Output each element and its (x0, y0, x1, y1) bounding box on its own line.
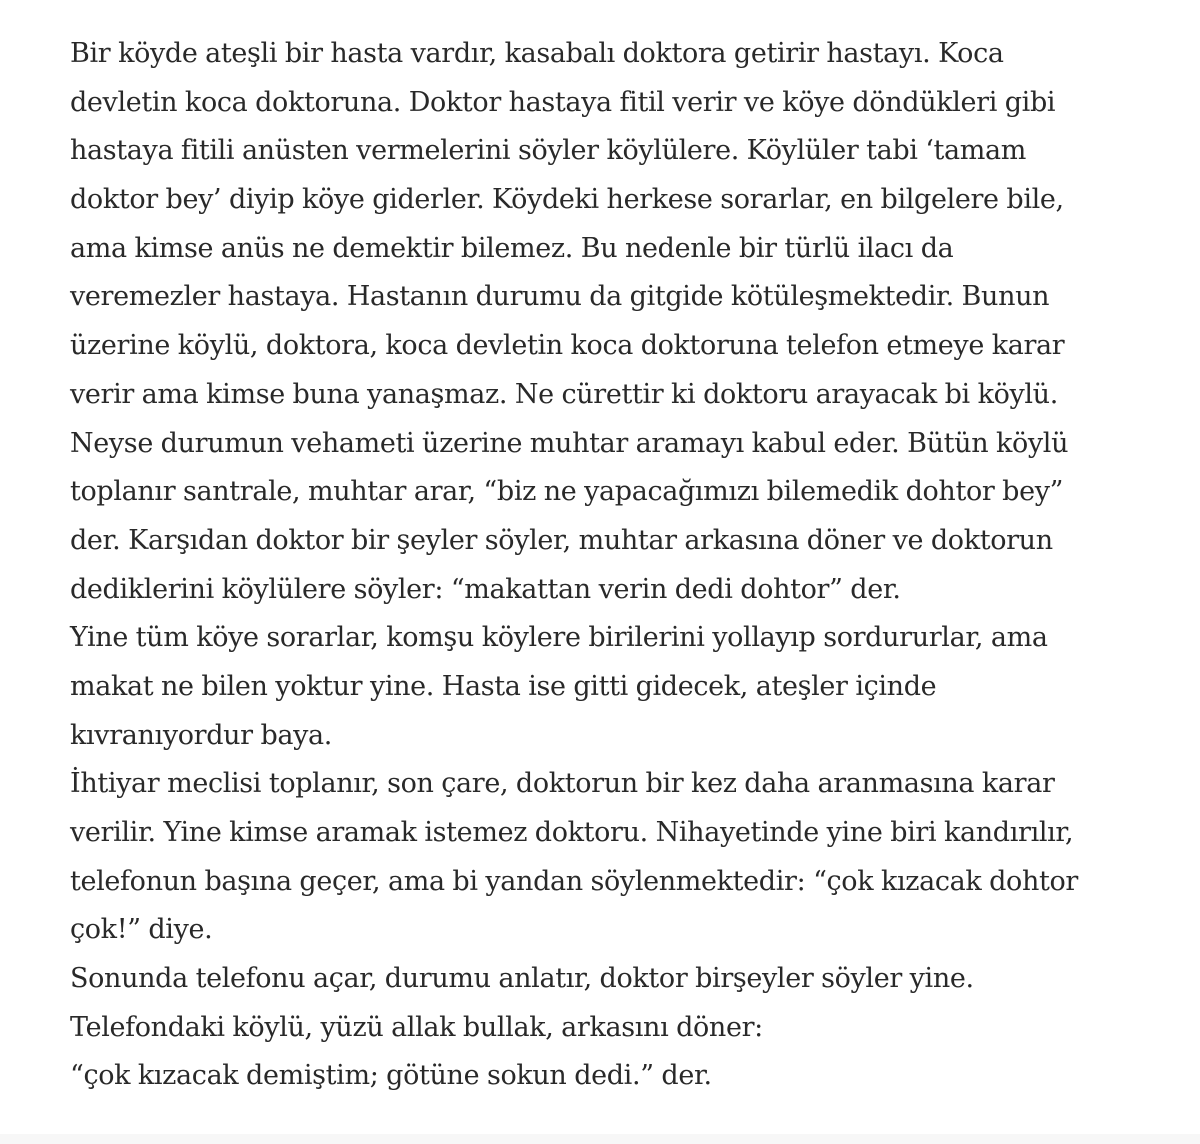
text-line: kıvranıyordur baya. (70, 719, 333, 751)
text-line: üzerine köylü, doktora, koca devletin koca doktoruna telefon etmeye karar (70, 330, 1065, 362)
text-line: makat ne bilen yoktur yine. Hasta ise gitti gidecek, ateşler içinde (70, 670, 937, 702)
text-line: Telefondaki köylü, yüzü allak bullak, arkasını döner: (70, 1011, 763, 1043)
bottom-edge (0, 1134, 1200, 1144)
text-line: dediklerini köylülere söyler: “makattan verin dedi dohtor” der. (70, 573, 901, 605)
text-line: veremezler hastaya. Hastanın durumu da gitgide kötüleşmektedir. Bunun (70, 281, 1050, 313)
article-body (70, 30, 1150, 1101)
text-line: Sonunda telefonu açar, durumu anlatır, doktor birşeyler söyler yine. (70, 963, 974, 995)
text-line: ama kimse anüs ne demektir bilemez. Bu nedenle bir türlü ilacı da (70, 232, 954, 264)
text-line: çok!” diye. (70, 914, 213, 946)
text-line: doktor bey’ diyip köye giderler. Köydeki herkese sorarlar, en bilgelere bile, (70, 184, 1064, 216)
text-line: verilir. Yine kimse aramak istemez doktoru. Nihayetinde yine biri kandırılır, (70, 817, 1074, 848)
text-line: verir ama kimse buna yanaşmaz. Ne cürettir ki doktoru arayacak bi köylü. (70, 378, 1058, 410)
text-line: toplanır santrale, muhtar arar, “biz ne yapacağımızı bilemedik dohtor bey” (70, 476, 1064, 508)
text-line: devletin koca doktoruna. Doktor hastaya fitil verir ve köye döndükleri gibi (70, 86, 1056, 118)
text-line: Bir köyde ateşli bir hasta vardır, kasabalı doktora getirir hastayı. Koca (70, 38, 1004, 69)
text-line: telefonun başına geçer, ama bi yandan söylenmektedir: “çok kızacak dohtor (70, 865, 1078, 897)
text-line: İhtiyar meclisi toplanır, son çare, doktorun bir kez daha aranmasına karar (70, 768, 1055, 800)
text-line: Neyse durumun vehameti üzerine muhtar aramayı kabul eder. Bütün köylü (70, 427, 1069, 459)
text-line: der. Karşıdan doktor bir şeyler söyler, muhtar arkasına döner ve doktorun (70, 524, 1053, 556)
text-line: hastaya fitili anüsten vermelerini söyler köylülere. Köylüler tabi ‘tamam (70, 135, 1027, 167)
text-line: Yine tüm köye sorarlar, komşu köylere birilerini yollayıp sordururlar, ama (70, 622, 1048, 654)
text-line: “çok kızacak demiştim; götüne sokun dedi.” der. (70, 1060, 712, 1092)
